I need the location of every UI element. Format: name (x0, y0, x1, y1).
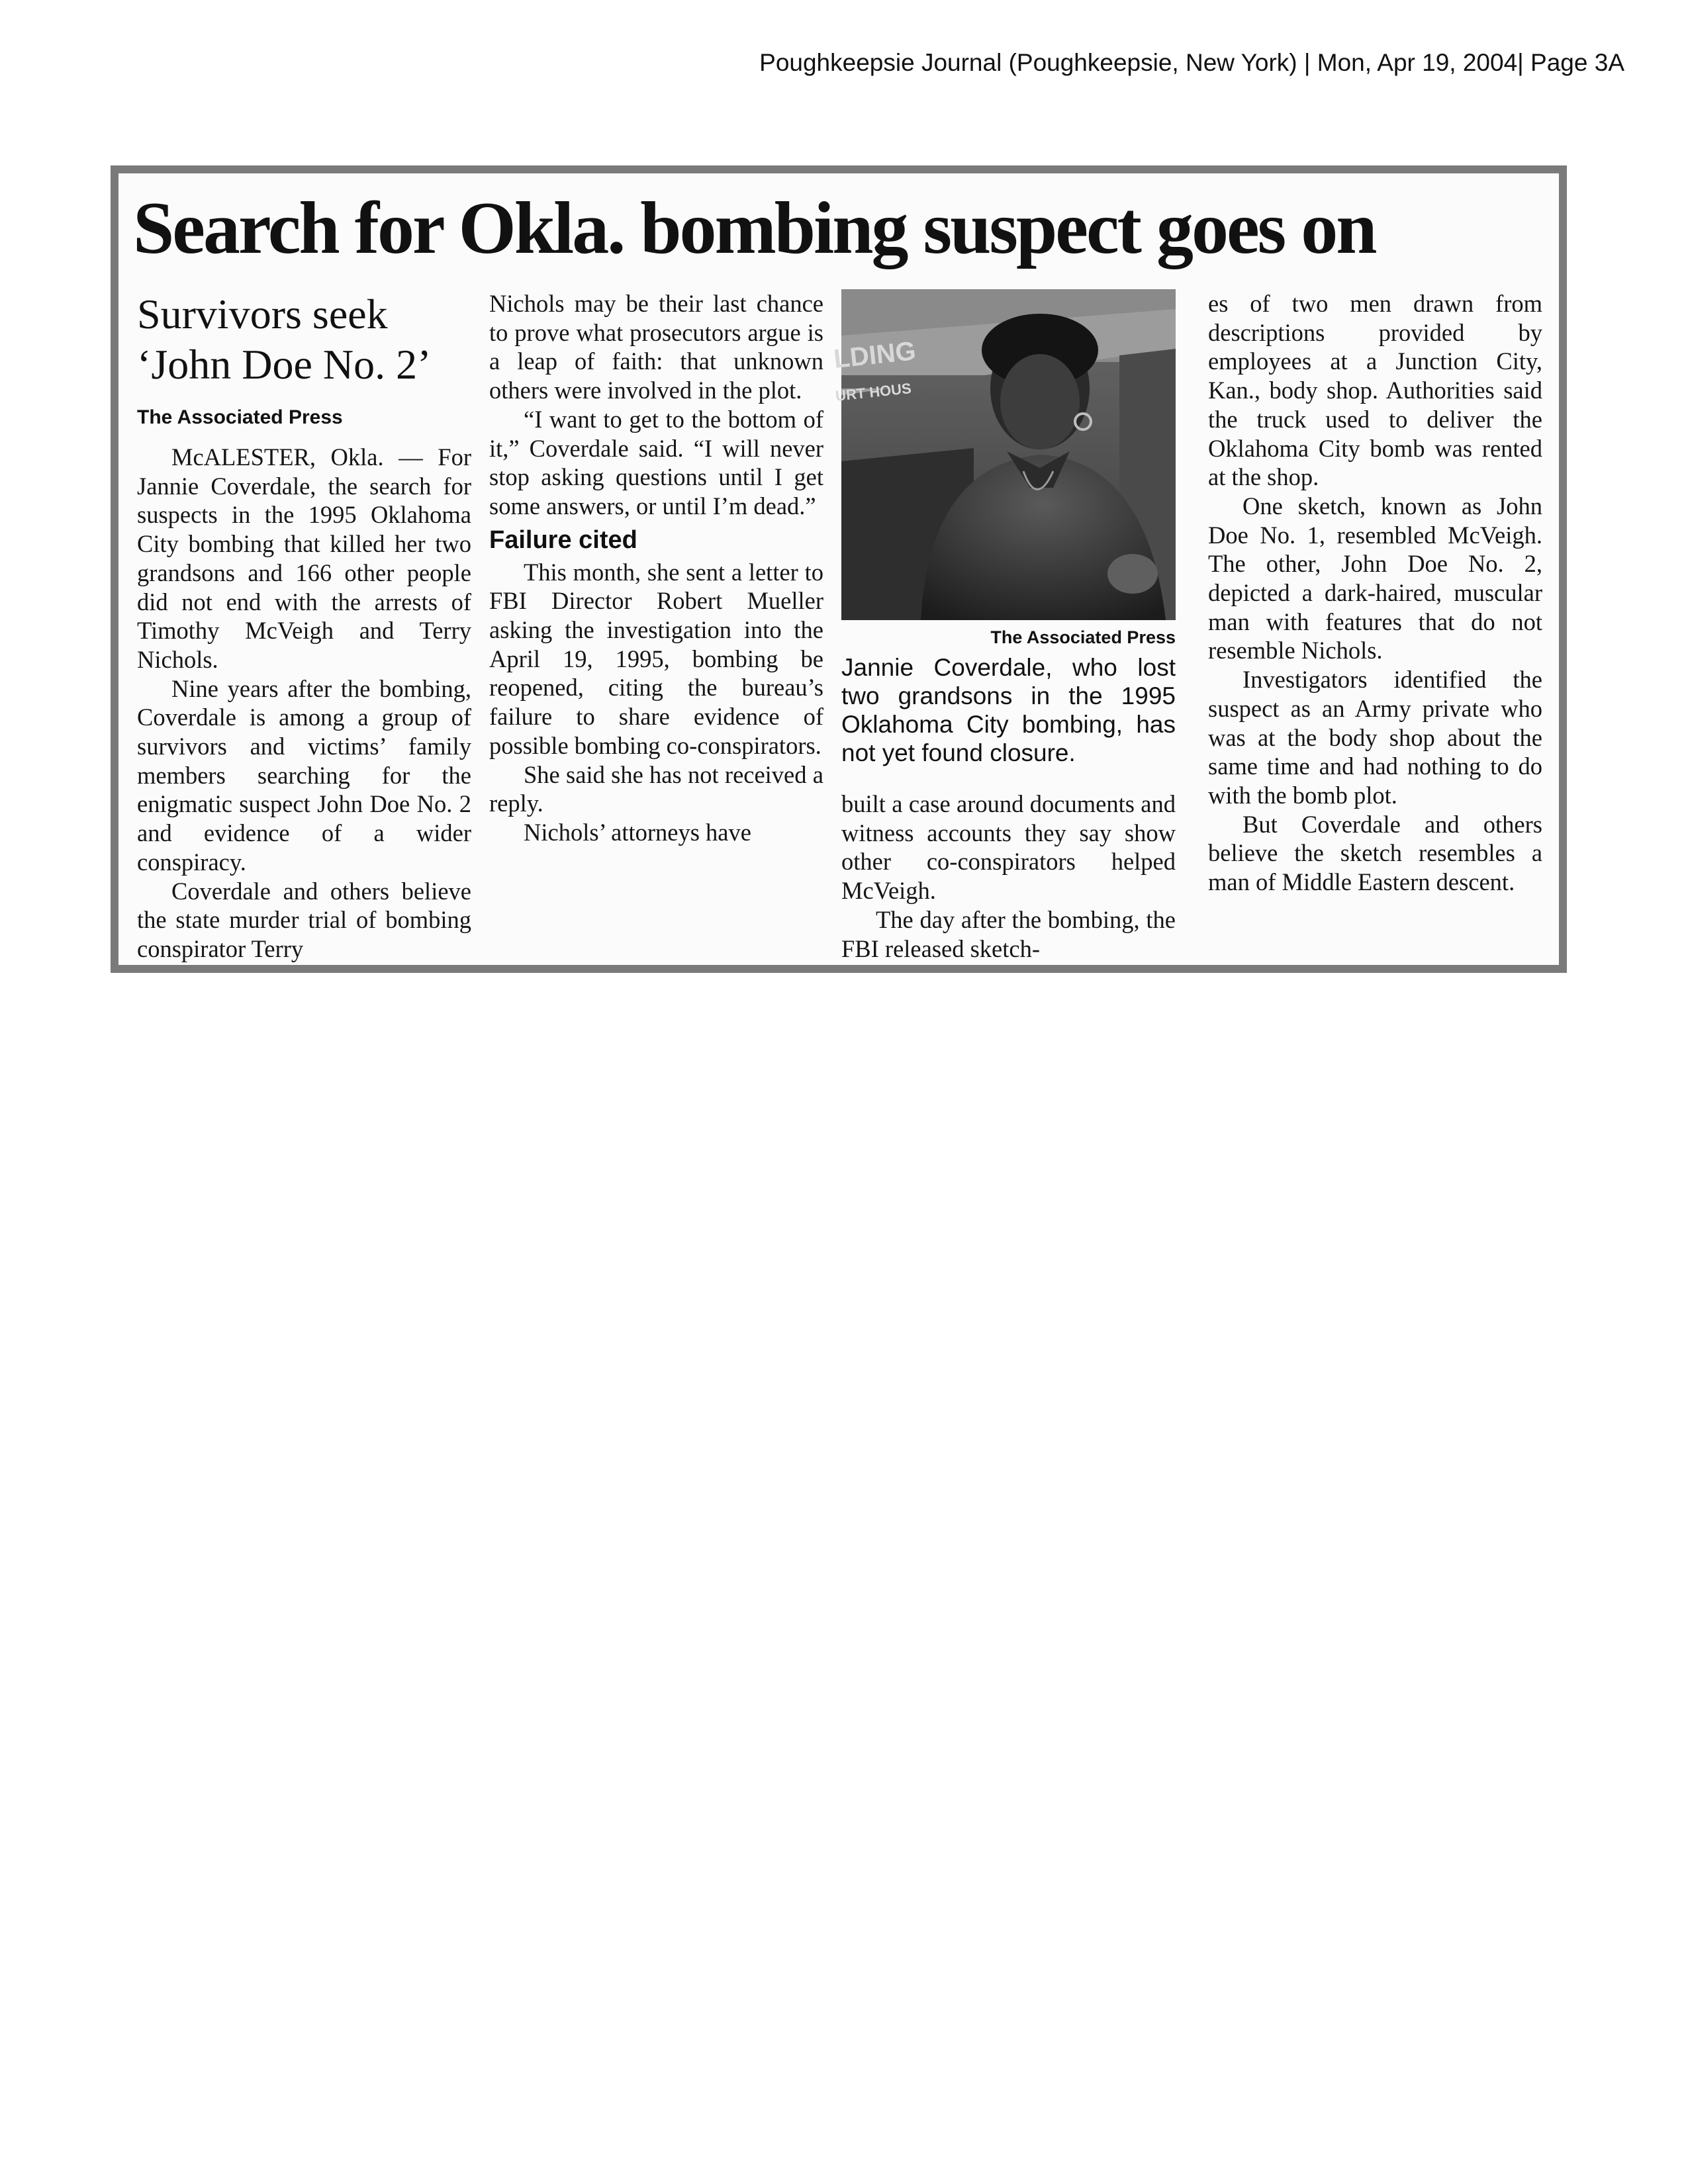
deck-line-2: ‘John Doe No. 2’ (137, 341, 432, 388)
paragraph: “I want to get to the bottom of it,” Coverdale said. “I will never stop asking questions until I get some answers, or until I’m dead.” (489, 405, 823, 520)
column-1 (137, 289, 471, 964)
paragraph: Nine years after the bombing, Coverdale is among a group of survivors and victims’ family members searching for the enigmatic suspect John Doe No. 2 and evidence of a wider conspiracy. (137, 674, 471, 876)
photo-image (832, 289, 1176, 620)
paragraph: Investigators identified the suspect as an Army private who was at the body shop about the same time and had nothing to do with the bomb plot. (1208, 666, 1542, 809)
news-photo (832, 289, 1176, 620)
deck-line-1: Survivors seek (137, 291, 388, 338)
sign-text-2: URT HOUS (834, 379, 912, 404)
subhead: Failure cited (489, 525, 637, 554)
deck (137, 289, 471, 390)
paragraph: But Coverdale and others believe the sketch resembles a man of Middle Eastern descent. (1208, 810, 1542, 896)
paragraph: McALESTER, Okla. — For Jannie Coverdale, the search for suspects in the 1995 Oklahoma City bombing that killed her two grandsons and 166 other people did not end with the arrests of Timothy McVeigh and Terry Nichols. (137, 443, 471, 673)
photo-credit: The Associated Press (990, 627, 1176, 647)
byline: The Associated Press (137, 406, 343, 428)
photo-caption: Jannie Coverdale, who lost two grandsons in the 1995 Oklahoma City bombing, has not yet found closure. (841, 654, 1176, 766)
column-2 (489, 289, 823, 847)
paragraph: Coverdale and others believe the state murder trial of bombing conspirator Terry (137, 877, 471, 962)
sign-text-1: LDING (832, 336, 917, 374)
column-3 (832, 289, 1176, 963)
article-clipping (111, 165, 1567, 973)
paragraph: Nichols may be their last chance to prove what prosecutors argue is a leap of faith: that unknown others were involved in the plot. (489, 290, 823, 404)
source-line: Poughkeepsie Journal (Poughkeepsie, New York) | Mon, Apr 19, 2004| Page 3A (759, 49, 1624, 76)
paragraph: built a case around documents and witness accounts they say show other co-conspirators helped McVeigh. (841, 790, 1176, 905)
paragraph: She said she has not received a reply. (489, 760, 823, 817)
paragraph: es of two men drawn from descriptions provided by employees at a Junction City, Kan., body shop. Authorities said the truck used to deliver the Oklahoma City bomb was rented at the shop. (1208, 290, 1542, 491)
paragraph: This month, she sent a letter to FBI Director Robert Mueller asking the investigation into the April 19, 1995, bombing be reopened, citing the bureau’s failure to share evidence of possible bombing co-conspirators. (489, 558, 823, 759)
paragraph: Nichols’ attorneys have (524, 818, 751, 846)
headline: Search for Okla. bombing suspect goes on (133, 187, 1376, 269)
paragraph: One sketch, known as John Doe No. 1, resembled McVeigh. The other, John Doe No. 2, depicted a dark-haired, muscular man with features that do not resemble Nichols. (1208, 492, 1542, 664)
column-4 (1208, 289, 1542, 897)
paragraph: The day after the bombing, the FBI released sketch- (841, 905, 1176, 962)
